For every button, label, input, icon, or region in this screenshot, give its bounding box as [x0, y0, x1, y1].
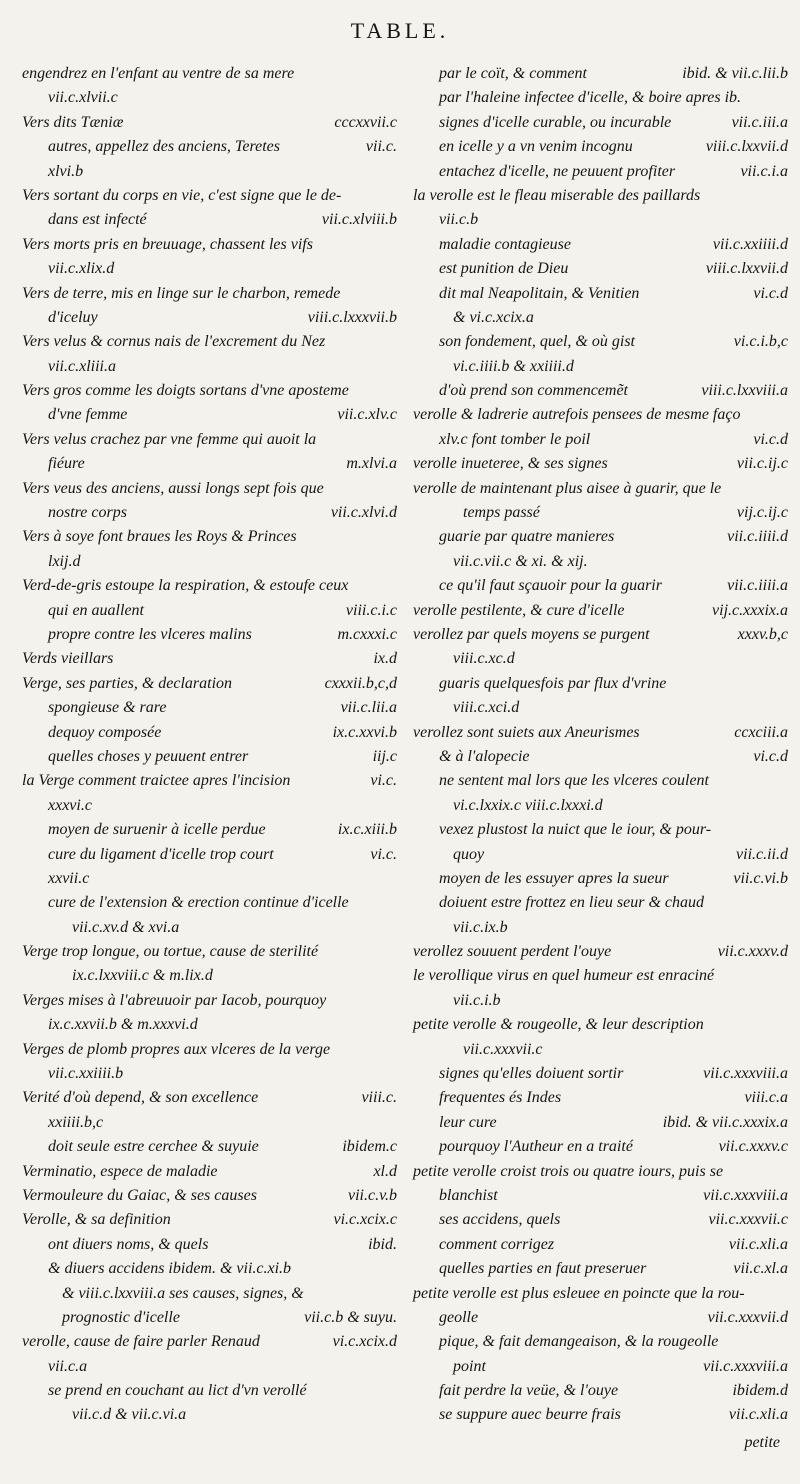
entry-reference: ibid. & vii.c.xxxix.a: [662, 1113, 788, 1131]
entry-reference: vii.c.vi.b: [733, 869, 788, 887]
index-entry: [413, 843, 788, 867]
entry-text: Verges de plomb propres aux vlceres de la verge: [22, 1040, 331, 1058]
index-entry: [22, 1282, 397, 1306]
entry-text: Verité d'où depend, & son excellence: [22, 1089, 259, 1107]
entry-text: par l'haleine infectee d'icelle, & boire apres ib.: [439, 89, 742, 107]
index-entry: [22, 330, 397, 354]
entry-reference: vi.c.d: [753, 284, 788, 302]
entry-text: dequoy composée: [48, 723, 162, 741]
index-entry: [413, 769, 788, 793]
index-entry: [413, 1257, 788, 1281]
entry-text: leur cure: [439, 1113, 497, 1131]
entry-text: Verminatio, espece de maladie: [22, 1162, 218, 1180]
index-entry: [413, 672, 788, 696]
index-entry: [413, 233, 788, 257]
entry-text: la Verge comment traictee apres l'incision: [22, 772, 291, 790]
entry-reference: vii.c.xxxviii.a: [703, 1186, 788, 1204]
index-entry: [413, 599, 788, 623]
entry-text: entachez d'icelle, ne peuuent profiter: [439, 162, 676, 180]
entry-text: vii.c.xliii.a: [48, 357, 116, 375]
entry-text: moyen de les essuyer apres la sueur: [439, 869, 669, 887]
entry-reference: vii.c.xxxviii.a: [703, 1357, 788, 1375]
entry-text: Verge trop longue, ou tortue, cause de sterilité: [22, 943, 319, 961]
entry-text: guaris quelquesfois par flux d'vrine: [439, 674, 667, 692]
entry-reference: iij.c: [372, 747, 397, 765]
index-entry: [413, 135, 788, 159]
entry-reference: vii.c.iiii.d: [727, 528, 788, 546]
index-entry: [413, 525, 788, 549]
entry-text: vii.c.i.b: [453, 991, 501, 1009]
entry-reference: vi.c.xcix.d: [332, 1333, 397, 1351]
entry-text: ont diuers noms, & quels: [48, 1235, 209, 1253]
index-entry: [22, 574, 397, 598]
entry-reference: ix.c.xiii.b: [337, 821, 397, 839]
entry-text: ix.c.lxxviii.c & m.lix.d: [72, 967, 213, 985]
entry-reference: vii.c.xl.a: [733, 1260, 788, 1278]
index-entry: [413, 745, 788, 769]
entry-reference: vii.c.ii.d: [736, 845, 788, 863]
index-entry: [22, 208, 397, 232]
entry-reference: vii.c.iii.a: [731, 113, 788, 131]
entry-reference: vii.c.lii.a: [340, 699, 397, 717]
index-entry: [413, 867, 788, 891]
entry-text: blanchist: [439, 1186, 498, 1204]
entry-text: & vi.c.xcix.a: [453, 308, 534, 326]
index-entry: [22, 1355, 397, 1379]
index-entry: [413, 964, 788, 988]
entry-text: vii.c.d & vii.c.vi.a: [72, 1406, 187, 1424]
index-entry: [22, 233, 397, 257]
index-entry: [22, 379, 397, 403]
index-entry: [22, 891, 397, 915]
entry-text: & viii.c.lxxviii.a ses causes, signes, &: [62, 1284, 304, 1302]
entry-reference: vii.c.xxxv.d: [717, 943, 788, 961]
index-entry: [22, 623, 397, 647]
index-entry: [413, 1355, 788, 1379]
index-entry: [413, 1330, 788, 1354]
entry-text: viii.c.xci.d: [453, 699, 520, 717]
entry-text: cure du ligament d'icelle trop court: [48, 845, 274, 863]
index-entry: [22, 525, 397, 549]
index-entry: [413, 1086, 788, 1110]
index-entry: [413, 208, 788, 232]
index-entry: [22, 1208, 397, 1232]
index-entry: [413, 379, 788, 403]
index-entry: [413, 916, 788, 940]
entry-text: vi.c.iiii.b & xxiiii.d: [453, 357, 574, 375]
index-entry: [22, 160, 397, 184]
entry-reference: vii.c.xxxv.c: [718, 1138, 788, 1156]
entry-text: temps passé: [463, 504, 540, 522]
entry-text: Vers morts pris en breuuage, chassent les vifs: [22, 235, 313, 253]
index-entry: [413, 1403, 788, 1427]
entry-reference: ibid.: [368, 1235, 397, 1253]
index-entry: [413, 62, 788, 86]
entry-text: & à l'alopecie: [439, 747, 530, 765]
entry-text: verolle inueteree, & ses signes: [413, 455, 608, 473]
index-entry: [22, 1330, 397, 1354]
entry-text: engendrez en l'enfant au ventre de sa mere: [22, 65, 295, 82]
index-entry: [22, 477, 397, 501]
entry-text: fait perdre la veüe, & l'ouye: [439, 1382, 619, 1400]
index-entry: [22, 355, 397, 379]
index-entry: [413, 403, 788, 427]
entry-reference: xl.d: [373, 1162, 397, 1180]
entry-reference: vii.c.xlviii.b: [321, 211, 397, 229]
entry-text: dans est infecté: [48, 211, 147, 229]
entry-reference: vi.c.d: [753, 747, 788, 765]
entry-reference: vij.c.ij.c: [736, 504, 788, 522]
index-entry: [22, 1379, 397, 1403]
index-entry: [22, 282, 397, 306]
entry-reference: vii.c.xxiiii.d: [712, 235, 788, 253]
entry-text: xlv.c font tomber le poil: [439, 430, 591, 448]
entry-reference: viii.c.lxxvii.d: [705, 260, 788, 278]
index-column-right: [413, 62, 788, 1428]
entry-text: Vers velus crachez par vne femme qui auoit la: [22, 430, 317, 448]
index-entry: [22, 1135, 397, 1159]
entry-text: par le coït, & comment: [439, 65, 587, 82]
entry-reference: ix.d: [373, 650, 397, 668]
index-entry: [22, 794, 397, 818]
entry-text: Vers dits Tæniæ: [22, 113, 124, 131]
entry-reference: vii.c.xli.a: [728, 1235, 788, 1253]
entry-text: autres, appellez des anciens, Teretes: [48, 138, 280, 156]
entry-text: vii.c.b: [439, 211, 479, 229]
index-entry: [413, 794, 788, 818]
entry-reference: ix.c.xxvi.b: [332, 723, 397, 741]
entry-text: quelles parties en faut preseruer: [439, 1260, 647, 1278]
index-entry: [22, 818, 397, 842]
index-entry: [22, 769, 397, 793]
entry-text: verollez souuent perdent l'ouye: [413, 943, 612, 961]
entry-reference: vii.c.v.b: [347, 1186, 397, 1204]
entry-text: frequentes és Indes: [439, 1089, 562, 1107]
entry-text: comment corrigez: [439, 1235, 555, 1253]
entry-text: Verge, ses parties, & declaration: [22, 674, 233, 692]
index-entry: [22, 867, 397, 891]
entry-text: vexez plustost la nuict que le iour, & pour-: [439, 821, 712, 839]
entry-reference: viii.c.: [361, 1089, 397, 1107]
entry-reference: vii.c.xlv.c: [337, 406, 397, 424]
entry-text: Vers à soye font braues les Roys & Princes: [22, 528, 297, 546]
entry-text: Verges mises à l'abreuuoir par Iacob, pourquoy: [22, 991, 327, 1009]
index-entry: [22, 1013, 397, 1037]
entry-text: xxvii.c: [48, 869, 90, 887]
index-entry: [413, 1282, 788, 1306]
index-entry: [413, 1111, 788, 1135]
entry-reference: vii.c.xxxviii.a: [703, 1065, 788, 1083]
entry-text: vii.c.vii.c & xi. & xij.: [453, 552, 588, 570]
index-entry: [413, 160, 788, 184]
index-entry: [413, 330, 788, 354]
index-entry: [413, 282, 788, 306]
entry-text: point: [453, 1357, 486, 1375]
entry-text: fiéure: [48, 455, 85, 473]
entry-text: verollez sont suiets aux Aneurismes: [413, 723, 640, 741]
index-entry: [413, 574, 788, 598]
index-entry: [22, 111, 397, 135]
entry-text: vii.c.a: [48, 1357, 88, 1375]
entry-text: viii.c.xc.d: [453, 650, 515, 668]
entry-reference: viii.c.lxxviii.a: [701, 382, 788, 400]
entry-text: Verds vieillars: [22, 650, 114, 668]
entry-text: moyen de suruenir à icelle perdue: [48, 821, 266, 839]
entry-text: vii.c.ix.b: [453, 918, 508, 936]
entry-reference: vii.c.ij.c: [736, 455, 788, 473]
entry-reference: vii.c.: [365, 138, 397, 156]
index-entry: [22, 1062, 397, 1086]
entry-reference: ibidem.c: [342, 1138, 397, 1156]
entry-text: vi.c.lxxix.c viii.c.lxxxi.d: [453, 796, 603, 814]
entry-text: se prend en couchant au lict d'vn verollé: [48, 1382, 307, 1400]
index-entry: [413, 477, 788, 501]
index-entry: [413, 1013, 788, 1037]
index-entry: [413, 696, 788, 720]
entry-reference: xxxv.b,c: [737, 625, 788, 643]
index-entry: [413, 1062, 788, 1086]
entry-text: verolle & ladrerie autrefois pensees de mesme faço: [413, 406, 741, 424]
entry-text: pourquoy l'Autheur en a traité: [439, 1138, 633, 1156]
index-entry: [413, 721, 788, 745]
entry-reference: cccxxvii.c: [334, 113, 397, 131]
entry-text: la verolle est le fleau miserable des paillards: [413, 186, 701, 204]
index-entry: [22, 964, 397, 988]
index-entry: [413, 1184, 788, 1208]
entry-reference: vii.c.iiii.a: [727, 577, 788, 595]
entry-text: spongieuse & rare: [48, 699, 167, 717]
index-entry: [22, 1233, 397, 1257]
entry-reference: m.xlvi.a: [346, 455, 397, 473]
index-entry: [22, 721, 397, 745]
index-entry: [22, 1111, 397, 1135]
entry-text: cure de l'extension & erection continue d'icelle: [48, 894, 349, 912]
index-entry: [22, 257, 397, 281]
entry-text: Vers sortant du corps en vie, c'est signe que le de-: [22, 186, 342, 204]
index-entry: [22, 306, 397, 330]
entry-text: petite verolle croist trois ou quatre iours, puis se: [413, 1162, 724, 1180]
entry-reference: m.cxxxi.c: [337, 625, 397, 643]
index-entry: [22, 1086, 397, 1110]
index-entry: [413, 1038, 788, 1062]
entry-text: lxij.d: [48, 552, 81, 570]
index-entry: [22, 86, 397, 110]
index-column-left: [22, 62, 397, 1428]
entry-text: Vers de terre, mis en linge sur le charbon, remede: [22, 284, 341, 302]
index-entry: [413, 428, 788, 452]
entry-text: propre contre les vlceres malins: [48, 625, 252, 643]
entry-text: signes qu'elles doiuent sortir: [439, 1065, 624, 1083]
index-entry: [413, 818, 788, 842]
entry-text: Verolle, & sa definition: [22, 1211, 171, 1229]
index-entry: [413, 1379, 788, 1403]
entry-text: Verd-de-gris estoupe la respiration, & estoufe ceux: [22, 577, 349, 595]
entry-text: verolle de maintenant plus aisee à guarir, que le: [413, 479, 722, 497]
entry-text: son fondement, quel, & où gist: [439, 333, 635, 351]
index-entry: [22, 184, 397, 208]
index-entry: [22, 989, 397, 1013]
entry-text: ce qu'il faut sçauoir pour la guarir: [439, 577, 662, 595]
entry-text: vii.c.xv.d & xvi.a: [72, 918, 180, 936]
index-entry: [413, 891, 788, 915]
index-entry: [22, 428, 397, 452]
entry-text: Vers veus des anciens, aussi longs sept fois que: [22, 479, 324, 497]
entry-text: le verollique virus en quel humeur est enraciné: [413, 967, 715, 985]
index-entry: [413, 452, 788, 476]
index-entry: [413, 550, 788, 574]
entry-text: maladie contagieuse: [439, 235, 571, 253]
entry-reference: vi.c.: [370, 772, 397, 790]
index-entry: [22, 696, 397, 720]
entry-text: pique, & fait demangeaison, & la rougeolle: [439, 1333, 719, 1351]
page-title: TABLE.: [350, 18, 450, 43]
entry-reference: viii.c.a: [744, 1089, 788, 1107]
index-entry: [22, 452, 397, 476]
index-entry: [413, 940, 788, 964]
entry-text: signes d'icelle curable, ou incurable: [439, 113, 672, 131]
catchword: petite: [744, 1434, 780, 1451]
index-entry: [22, 135, 397, 159]
entry-text: & diuers accidens ibidem. & vii.c.xi.b: [48, 1260, 292, 1278]
entry-text: verolle, cause de faire parler Renaud: [22, 1333, 260, 1351]
entry-reference: vii.c.xlvi.d: [330, 504, 397, 522]
entry-text: vii.c.xlvii.c: [48, 89, 118, 107]
entry-text: quoy: [453, 845, 485, 863]
index-entry: [22, 403, 397, 427]
entry-reference: cxxxii.b,c,d: [324, 674, 397, 692]
entry-reference: vii.c.xxxvii.c: [708, 1211, 788, 1229]
index-entry: [22, 672, 397, 696]
entry-text: d'iceluy: [48, 308, 98, 326]
index-entry: [22, 1038, 397, 1062]
entry-text: vii.c.xxxvii.c: [463, 1040, 543, 1058]
entry-reference: vii.c.i.a: [740, 162, 788, 180]
entry-text: vii.c.xlix.d: [48, 260, 115, 278]
entry-reference: ibid. & vii.c.lii.b: [682, 65, 788, 82]
entry-text: guarie par quatre manieres: [439, 528, 615, 546]
index-entry: [22, 62, 397, 86]
entry-reference: viii.c.lxxxvii.b: [307, 308, 397, 326]
entry-reference: vij.c.xxxix.a: [712, 601, 788, 619]
index-entry: [22, 501, 397, 525]
index-entry: [22, 1160, 397, 1184]
entry-reference: vi.c.xcix.c: [333, 1211, 397, 1229]
entry-text: xlvi.b: [48, 162, 84, 180]
entry-text: dit mal Neapolitain, & Venitien: [439, 284, 640, 302]
entry-text: geolle: [439, 1308, 479, 1326]
entry-reference: vii.c.b & suyu.: [304, 1308, 397, 1326]
index-entry: [413, 1208, 788, 1232]
entry-text: Vers gros comme les doigts sortans d'vne aposteme: [22, 382, 349, 400]
entry-text: xxxvi.c: [48, 796, 92, 814]
entry-text: ix.c.xxvii.b & m.xxxvi.d: [48, 1016, 198, 1034]
index-entry: [22, 1184, 397, 1208]
index-entry: [413, 1160, 788, 1184]
entry-reference: viii.c.i.c: [345, 601, 397, 619]
index-entry: [413, 501, 788, 525]
entry-text: prognostic d'icelle: [62, 1308, 180, 1326]
entry-reference: viii.c.lxxvii.d: [705, 138, 788, 156]
index-entry: [413, 306, 788, 330]
entry-text: vii.c.xxiiii.b: [48, 1065, 124, 1083]
entry-text: Vermouleure du Gaiac, & ses causes: [22, 1186, 257, 1204]
index-entry: [22, 916, 397, 940]
index-entry: [22, 599, 397, 623]
index-entry: [413, 1135, 788, 1159]
entry-text: doit seule estre cerchee & suyuie: [48, 1138, 259, 1156]
entry-text: se suppure auec beurre frais: [439, 1406, 621, 1424]
index-entry: [413, 355, 788, 379]
entry-text: est punition de Dieu: [439, 260, 569, 278]
index-entry: [413, 647, 788, 671]
index-entry: [413, 86, 788, 110]
entry-text: d'vne femme: [48, 406, 128, 424]
index-entry: [22, 745, 397, 769]
index-entry: [22, 940, 397, 964]
index-entry: [413, 623, 788, 647]
entry-text: nostre corps: [48, 504, 127, 522]
entry-reference: vi.c.: [370, 845, 397, 863]
entry-text: xxiiii.b,c: [48, 1113, 104, 1131]
entry-text: en icelle y a vn venim incognu: [439, 138, 633, 156]
entry-reference: ibidem.d: [732, 1382, 788, 1400]
index-entry: [413, 111, 788, 135]
index-entry: [22, 1306, 397, 1330]
entry-text: qui en auallent: [48, 601, 144, 619]
entry-text: doiuent estre frottez en lieu seur & chaud: [439, 894, 704, 912]
index-entry: [413, 1306, 788, 1330]
index-entry: [22, 843, 397, 867]
entry-reference: vii.c.xli.a: [728, 1406, 788, 1424]
entry-text: petite verolle & rougeolle, & leur description: [413, 1016, 704, 1034]
entry-text: ses accidens, quels: [439, 1211, 561, 1229]
index-entry: [22, 647, 397, 671]
entry-reference: vi.c.i.b,c: [733, 333, 788, 351]
index-entry: [413, 989, 788, 1013]
entry-text: verolle pestilente, & cure d'icelle: [413, 601, 625, 619]
index-entry: [413, 184, 788, 208]
index-entry: [22, 1257, 397, 1281]
index-entry: [413, 257, 788, 281]
entry-text: ne sentent mal lors que les vlceres coulent: [439, 772, 709, 790]
entry-text: verollez par quels moyens se purgent: [413, 625, 650, 643]
entry-reference: vi.c.d: [753, 430, 788, 448]
entry-text: d'où prend son commencemẽt: [439, 382, 628, 400]
index-entry: [22, 1403, 397, 1427]
entry-text: Vers velus & cornus nais de l'excrement du Nez: [22, 333, 326, 351]
index-entry: [22, 550, 397, 574]
entry-text: petite verolle est plus esleuee en poincte que la rou-: [413, 1284, 745, 1302]
entry-reference: ccxciii.a: [734, 723, 788, 741]
entry-text: quelles choses y peuuent entrer: [48, 747, 249, 765]
entry-reference: vii.c.xxxvii.d: [707, 1308, 788, 1326]
index-entry: [413, 1233, 788, 1257]
